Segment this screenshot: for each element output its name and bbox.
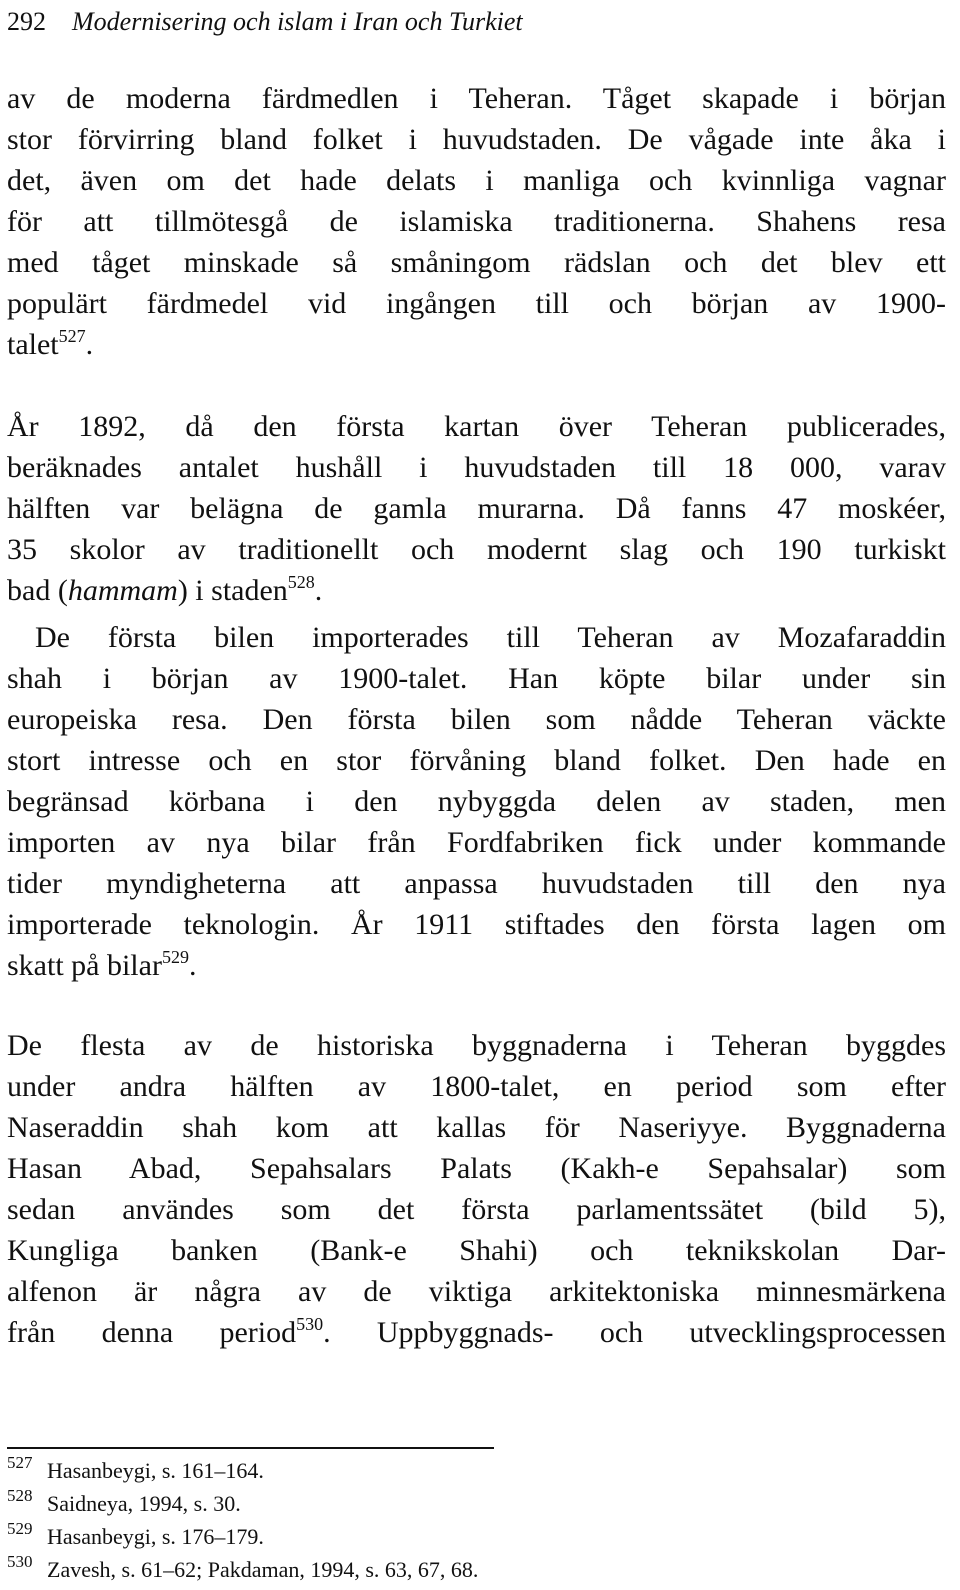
paragraph-4 bbox=[7, 1025, 946, 1353]
footnote-529 bbox=[7, 1519, 478, 1557]
paragraph-2 bbox=[7, 406, 946, 611]
line-text: . bbox=[188, 949, 197, 982]
text-line: Naseraddin shah kom att kallas för Naseriyye. Byggnaderna bbox=[7, 1111, 946, 1144]
text-line: De flesta av de historiska byggnaderna i Teheran byggdes bbox=[7, 1029, 946, 1062]
text-line bbox=[7, 570, 946, 611]
footnote-527 bbox=[7, 1453, 478, 1491]
footnote-text: Hasanbeygi, s. 176–179. bbox=[47, 1524, 264, 1549]
text-line: De första bilen importerades till Teheran av Mozafaraddin bbox=[35, 621, 946, 654]
text-line: för att tillmötesgå de islamiska traditionerna. Shahens resa bbox=[7, 205, 946, 238]
text-line: hälften var belägna de gamla murarna. Då fanns 47 moskéer, bbox=[7, 492, 946, 525]
text-line bbox=[7, 945, 946, 986]
page-number: 292 bbox=[7, 7, 46, 36]
footnote-ref-529[interactable]: 529 bbox=[161, 947, 189, 967]
paragraph-3 bbox=[7, 617, 946, 986]
footnote-number: 528 bbox=[7, 1486, 33, 1505]
line-text: talet bbox=[7, 328, 59, 361]
footnote-text: Zavesh, s. 61–62; Pakdaman, 1994, s. 63, 67, 68. bbox=[47, 1557, 479, 1582]
text-line: importerade teknologin. År 1911 stiftades den första lagen om bbox=[7, 908, 946, 941]
italic-term: hammam bbox=[67, 574, 178, 607]
running-header bbox=[7, 6, 523, 38]
text-line: Kungliga banken (Bank-e Shahi) och teknikskolan Dar- bbox=[7, 1234, 946, 1267]
text-line: tider myndigheterna att anpassa huvudstaden till den nya bbox=[7, 867, 946, 900]
line-text: bad ( bbox=[7, 574, 68, 607]
text-line bbox=[7, 1312, 946, 1353]
line-text: från denna period bbox=[7, 1316, 297, 1349]
text-line: Hasan Abad, Sepahsalars Palats (Kakh-e Sepahsalar) som bbox=[7, 1152, 946, 1185]
text-line: det, även om det hade delats i manliga och kvinnliga vagnar bbox=[7, 164, 946, 197]
footnote-ref-530[interactable]: 530 bbox=[296, 1314, 324, 1334]
text-line: alfenon är några av de viktiga arkitektoniska minnesmärkena bbox=[7, 1275, 946, 1308]
line-text: . bbox=[314, 574, 323, 607]
footnote-ref-528[interactable]: 528 bbox=[287, 572, 315, 592]
running-title: Modernisering och islam i Iran och Turkiet bbox=[72, 7, 523, 36]
text-line: med tåget minskade så småningom rädslan och det blev ett bbox=[7, 246, 946, 279]
text-line: under andra hälften av 1800-talet, en period som efter bbox=[7, 1070, 946, 1103]
footnote-528 bbox=[7, 1486, 478, 1524]
footnote-number: 529 bbox=[7, 1519, 33, 1538]
text-line: begränsad körbana i den nybyggda delen av staden, men bbox=[7, 785, 946, 818]
line-text: . Uppbyggnads- och utvecklingsprocessen bbox=[323, 1316, 946, 1349]
text-line: av de moderna färdmedlen i Teheran. Tåget skapade i början bbox=[7, 82, 946, 115]
line-text: ) i staden bbox=[177, 574, 288, 607]
footnote-text: Hasanbeygi, s. 161–164. bbox=[47, 1458, 264, 1483]
text-line: År 1892, då den första kartan över Teheran publicerades, bbox=[7, 410, 946, 443]
text-line: importen av nya bilar från Fordfabriken fick under kommande bbox=[7, 826, 946, 859]
line-text: . bbox=[85, 328, 94, 361]
paragraph-1 bbox=[7, 78, 946, 365]
text-line: europeiska resa. Den första bilen som nådde Teheran väckte bbox=[7, 703, 946, 736]
footnote-number: 527 bbox=[7, 1453, 33, 1472]
text-line: populärt färdmedel vid ingången till och början av 1900- bbox=[7, 287, 946, 320]
text-line: sedan användes som det första parlamentssätet (bild 5), bbox=[7, 1193, 946, 1226]
footnote-ref-527[interactable]: 527 bbox=[58, 326, 86, 346]
footnote-divider bbox=[7, 1447, 494, 1449]
footnotes bbox=[7, 1453, 479, 1590]
text-line: stort intresse och en stor förvåning bland folket. Den hade en bbox=[7, 744, 946, 777]
footnote-text: Saidneya, 1994, s. 30. bbox=[47, 1491, 241, 1516]
text-line bbox=[7, 324, 946, 365]
line-text: skatt på bilar bbox=[7, 949, 162, 982]
text-line: beräknades antalet hushåll i huvudstaden till 18 000, varav bbox=[7, 451, 946, 484]
footnote-number: 530 bbox=[7, 1552, 33, 1571]
footnote-530 bbox=[7, 1552, 479, 1590]
text-line: stor förvirring bland folket i huvudstaden. De vågade inte åka i bbox=[7, 123, 946, 156]
text-line: 35 skolor av traditionellt och modernt slag och 190 turkiskt bbox=[7, 533, 946, 566]
text-line: shah i början av 1900-talet. Han köpte bilar under sin bbox=[7, 662, 946, 695]
